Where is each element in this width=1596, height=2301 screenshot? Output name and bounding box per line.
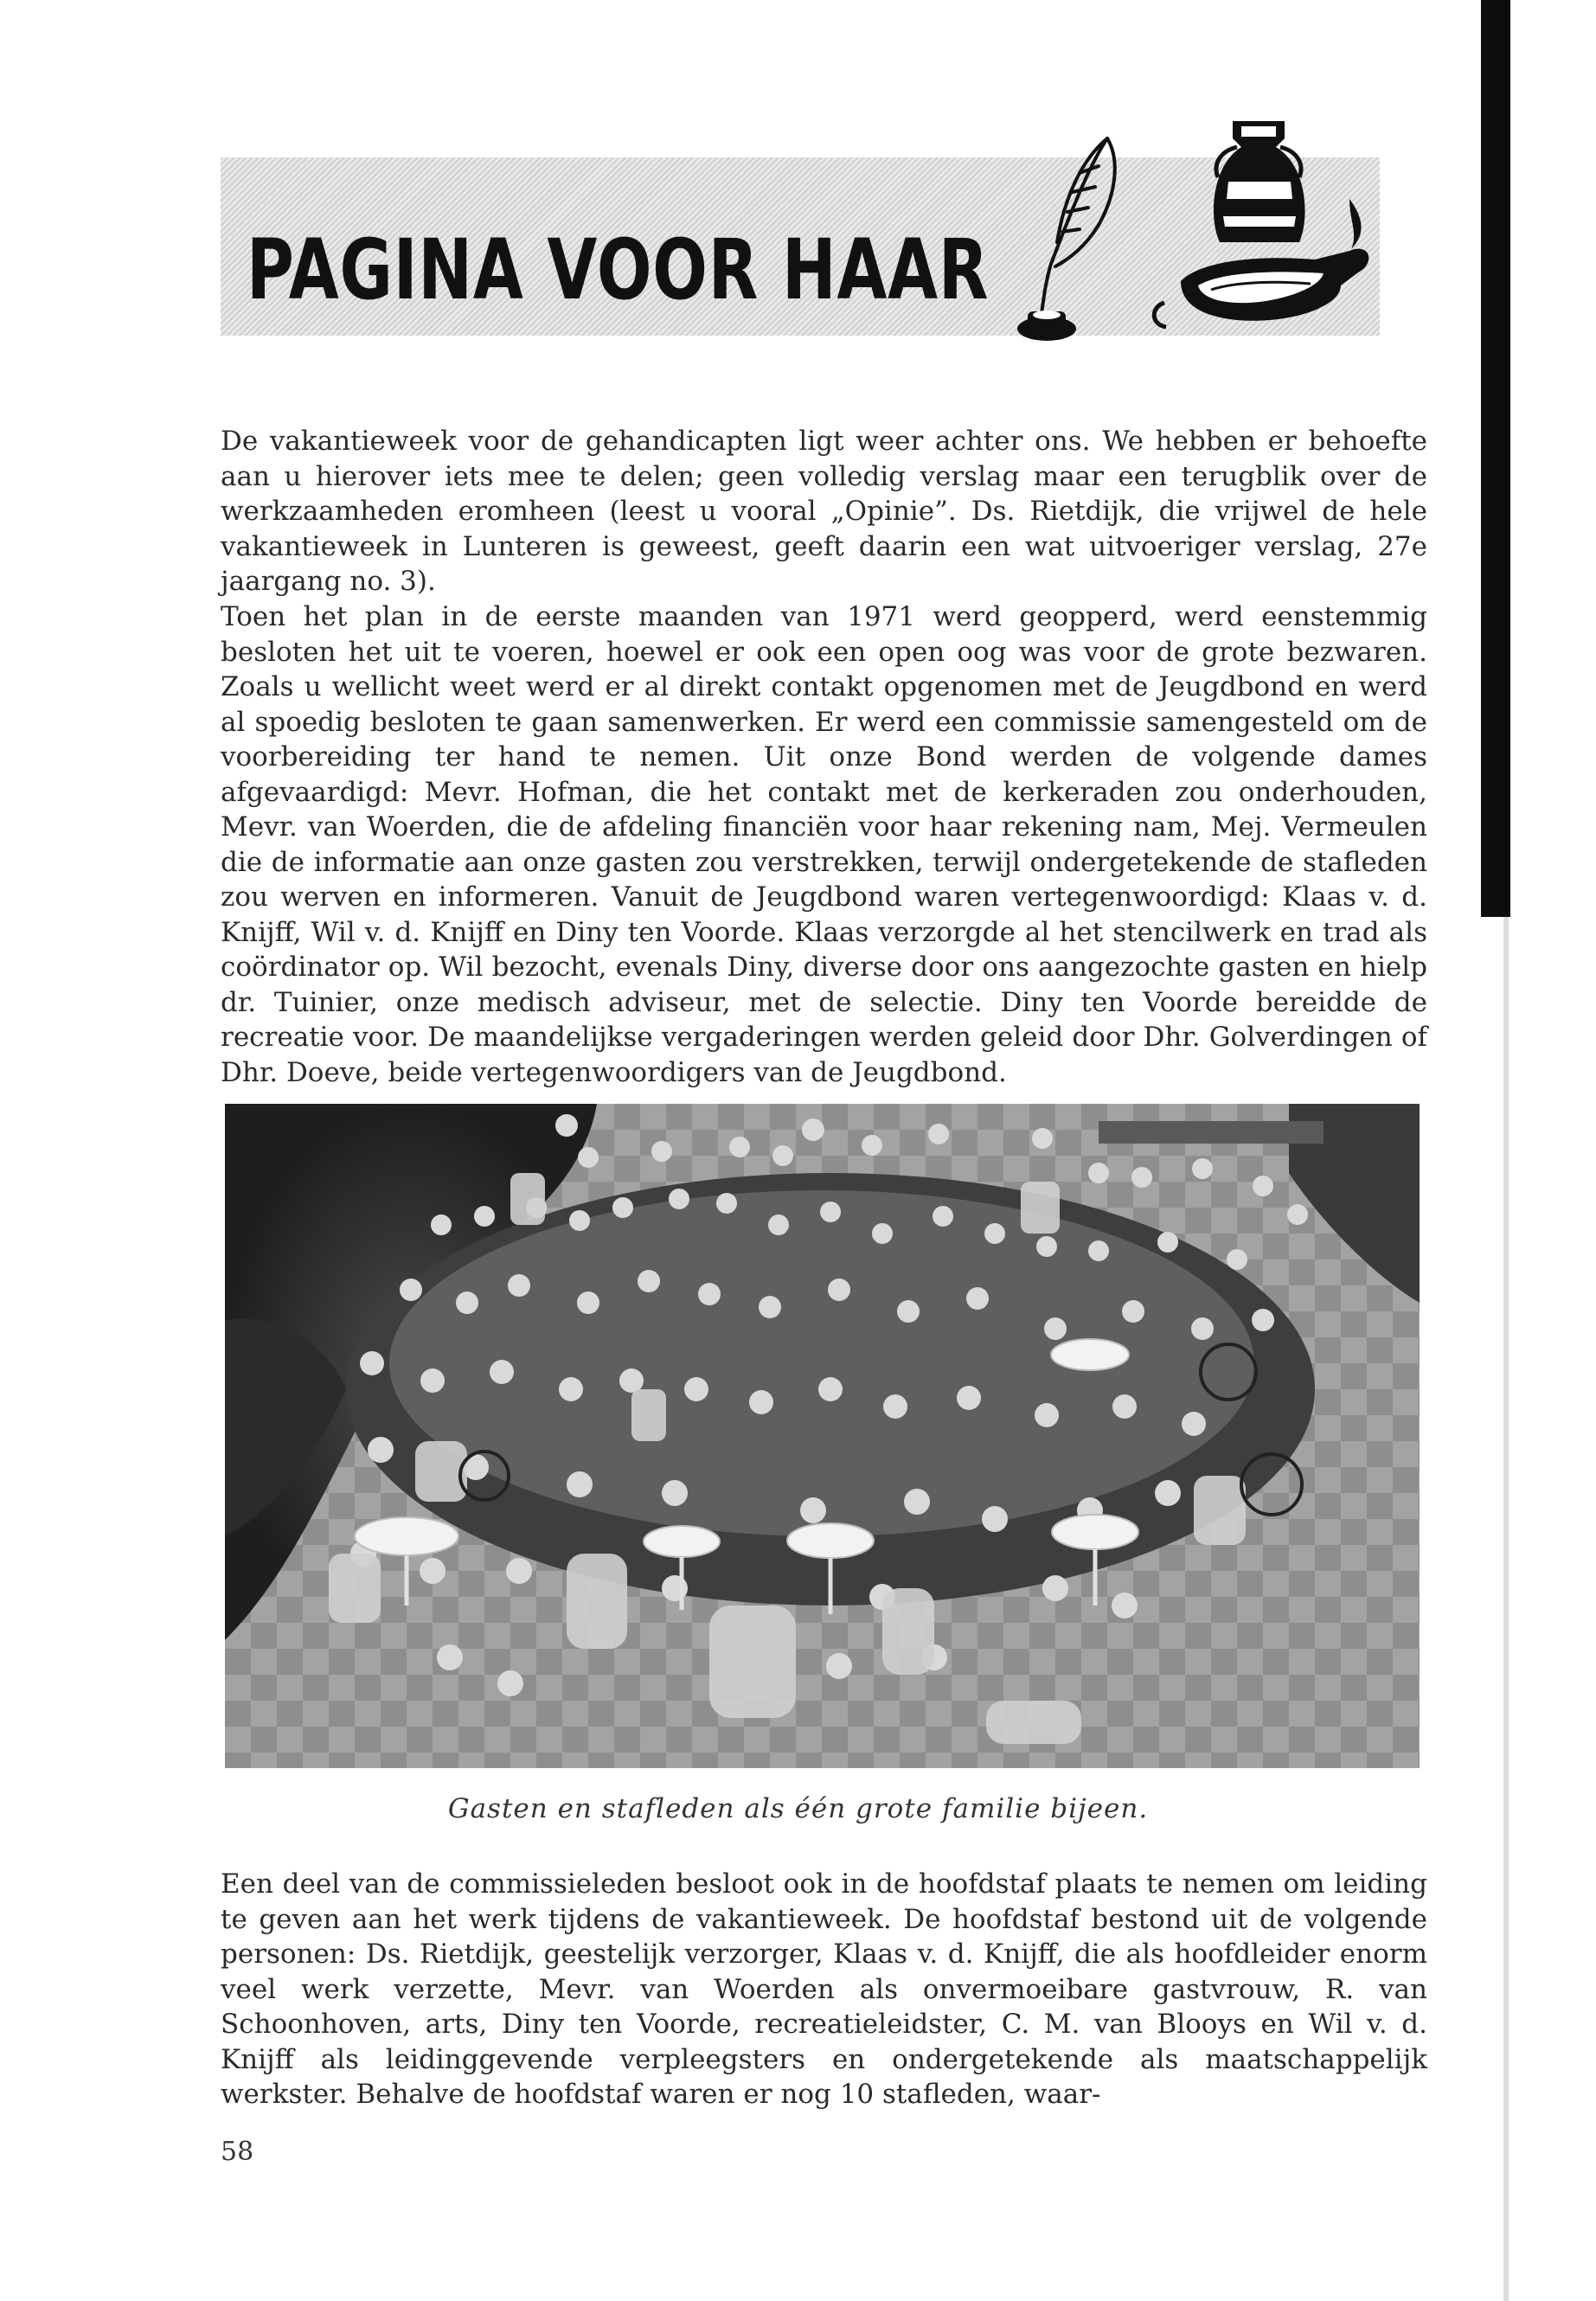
scan-edge-light-bar (1503, 917, 1509, 2301)
intro-paragraph: De vakantieweek voor de gehandicapten ligt weer achter ons. We hebben er behoefte aan u hierover iets mee te delen; geen volledig verslag maar een terugblik over de werkzaamheden eromheen (leest u vooral „Opinie”. Ds. Rietdijk, die vrijwel de hele vakantieweek in Lunteren is geweest, geeft daarin een wat uitvoeriger verslag, 27e jaargang no. 3). (221, 426, 1427, 597)
scan-edge (1471, 0, 1596, 2301)
photo-caption: Gasten en stafleden als één grote familie bijeen. (447, 1793, 1149, 1824)
page-number: 58 (221, 2137, 254, 2167)
vase-icon (1214, 121, 1305, 242)
committee-paragraph: Toen het plan in de eerste maanden van 1971 werd geopperd, werd eenstemmig besloten het uit te voeren, hoewel er ook een open oog was voor de grote bezwaren. Zoals u wellicht weet werd er al direkt contakt opgenomen met de Jeugdbond en werd al spoedig besloten te gaan samenwerken. Er werd een commissie samengesteld om de voorbereiding ter hand te nemen. Uit onze Bond werden de volgende dames afgevaardigd: Mevr. Hofman, die het contakt met de kerkeraden zou onderhouden, Mevr. van Woerden, die de afdeling financiën voor haar rekening nam, Mej. Vermeulen die de informatie aan onze gasten zou verstrekken, terwijl ondergetekende de stafleden zou werven en informeren. Vanuit de Jeugdbond waren vertegenwoordigd: Klaas v. d. Knijff, Wil v. d. Knijff en Diny ten Voorde. Klaas verzorgde al het stencilwerk en trad als coördinator op. Wil bezocht, evenals Diny, diverse door ons aangezochte gasten en hielp dr. Tuinier, onze medisch adviseur, met de selectie. Diny ten Voorde bereidde de recreatie voor. De maandelijkse vergaderingen werden geleid door Dhr. Golverdingen of Dhr. Doeve, beide vertegenwoordigers van de Jeugdbond. (221, 601, 1427, 1088)
page-title: PAGINA VOOR HAAR (247, 221, 990, 318)
quill-and-lamp-icon (977, 112, 1384, 346)
quill-icon (1042, 138, 1115, 313)
staff-paragraph: Een deel van de commissieleden besloot ook in de hoofdstaf plaats te nemen om leiding te geven aan het werk tijdens de vakantieweek. De hoofdstaf bestond uit de volgende personen: Ds. Rietdijk, geestelijk verzorger, Klaas v. d. Knijff, die als hoofdleider enorm veel werk verzette, Mevr. van Woerden als onvermoeibare gastvrouw, R. van Schoonhoven, arts, Diny ten Voorde, recreatieleidster, C. M. van Blooys en Wil v. d. Knijff als leidinggevende verpleegsters en ondergetekende als maatschappelijk werkster. Behalve de hoofdstaf waren er nog 10 stafleden, waar- (221, 1868, 1427, 2110)
group-photo (225, 1104, 1420, 1768)
group-photo-illustration (225, 1104, 1420, 1768)
scan-edge-dark-bar (1481, 0, 1510, 917)
